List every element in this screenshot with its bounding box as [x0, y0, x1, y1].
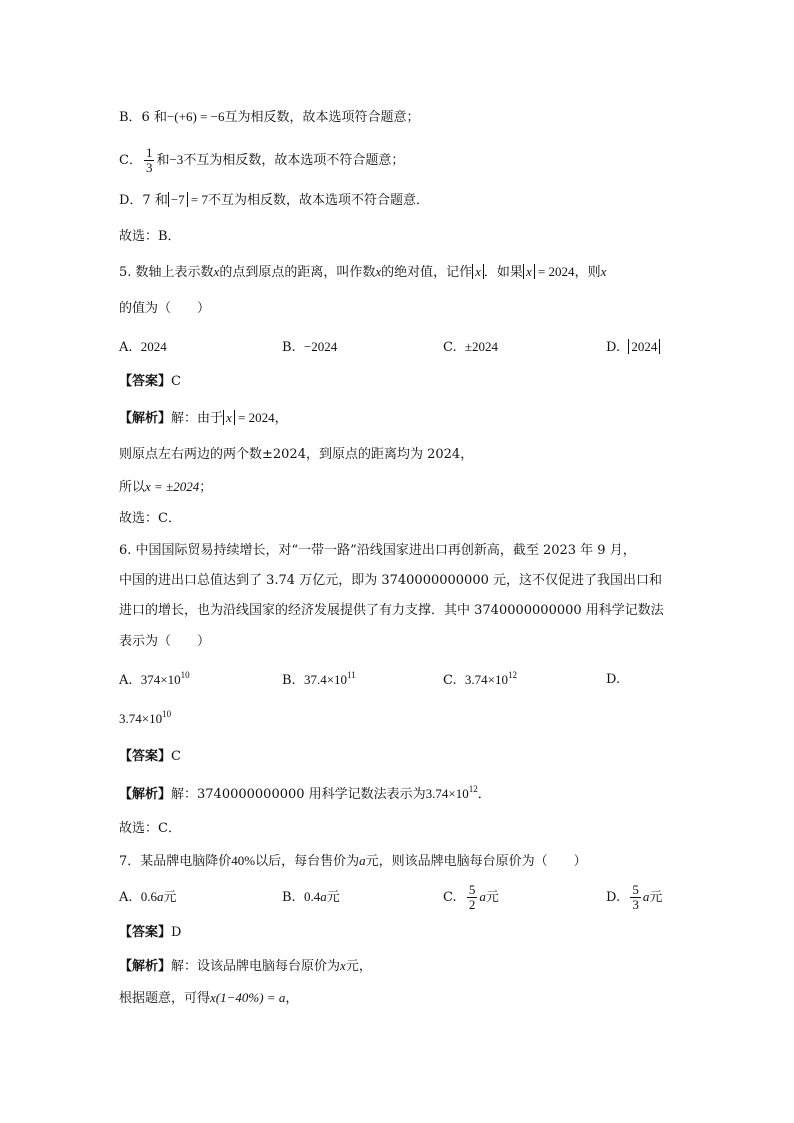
text: 5. 数轴上表示数	[119, 265, 214, 280]
text: ，则	[574, 265, 601, 280]
q6-option-d	[606, 670, 620, 690]
text: ，	[274, 411, 288, 426]
text: 的绝对值，记作	[381, 265, 473, 280]
option-value: ±2024	[464, 339, 499, 354]
fraction	[467, 883, 478, 912]
denominator: 3	[145, 160, 153, 175]
analysis-tag: 【解析】	[119, 787, 172, 802]
absolute-value: −7	[168, 192, 188, 207]
exponent: 12	[507, 670, 517, 680]
q7-option-a	[119, 878, 177, 917]
option-label: A.	[119, 890, 133, 905]
math-expression: −3	[169, 152, 184, 167]
q5-answer	[119, 372, 181, 392]
exponent: 12	[468, 784, 478, 794]
answer-value: D	[171, 925, 182, 940]
option-value: 3.74×10	[464, 672, 508, 687]
math-expression: 40%	[231, 853, 256, 868]
option-value: 0.4	[303, 889, 321, 904]
q7-answer	[119, 923, 181, 943]
absolute-value: x	[223, 410, 235, 425]
text: 不互为相反数，故本选项不符合题意；	[183, 153, 405, 168]
q7-option-b	[282, 878, 340, 917]
option-label: B.	[282, 340, 296, 355]
math-expression: = 7	[187, 192, 209, 207]
math-var: x	[213, 264, 220, 279]
answer-tag: 【答案】	[119, 374, 172, 389]
text: 解：3740000000000 用科学记数法表示为	[171, 787, 426, 802]
q5-choose: 故选：C．	[119, 511, 181, 526]
question-6-line-3: 进口的增长，也为沿线国家的经济发展提供了有力支撑．其中 3740000000000 用科学记数法	[119, 603, 664, 618]
option-value: 0.6	[140, 889, 158, 904]
q6-option-b	[282, 670, 356, 691]
text: 根据题意，可得	[119, 991, 211, 1006]
text: 解：由于	[171, 411, 224, 426]
option-value: 374×10	[140, 672, 181, 687]
option-label: C.	[443, 673, 457, 688]
analysis-tag: 【解析】	[119, 411, 172, 426]
text: 的点到原点的距离，叫作数	[219, 265, 376, 280]
text: ；	[199, 480, 213, 495]
text: 解：设该品牌电脑每台原价为	[171, 959, 341, 974]
unit: 元	[649, 890, 663, 905]
exponent: 11	[347, 670, 356, 680]
exponent: 10	[180, 670, 190, 680]
numerator: 5	[468, 882, 476, 897]
option-value: −2024	[303, 339, 338, 354]
option-value: 3.74×10	[119, 711, 163, 726]
text: 元，则该品牌电脑每台原价为（ ）	[365, 854, 587, 869]
question-6-line-4: 表示为（ ）	[119, 634, 211, 649]
text: 不互为相反数，故本选项不符合题意．	[208, 193, 430, 208]
text: 7．某品牌电脑降价	[119, 854, 232, 869]
question-7-line-1	[119, 851, 587, 872]
option-label: A.	[119, 340, 133, 355]
option-label: D.	[606, 672, 621, 687]
answer-tag: 【答案】	[119, 749, 172, 764]
q5-option-d	[606, 337, 660, 358]
option-label: B.	[282, 890, 296, 905]
math-expression: = 2024	[234, 410, 275, 425]
text: D．7 和	[119, 193, 168, 208]
text: 和	[156, 153, 170, 168]
analysis-tag: 【解析】	[119, 959, 172, 974]
question-5-line-2: 的值为（ ）	[119, 301, 211, 316]
math-expression: 3.74×10	[425, 786, 469, 801]
math-var: a	[157, 889, 164, 904]
math-var: x	[600, 264, 607, 279]
q5-analysis	[119, 408, 288, 429]
q7-option-c	[443, 878, 499, 917]
absolute-value: x	[472, 264, 484, 279]
option-label: C.	[443, 890, 457, 905]
numerator: 1	[145, 145, 153, 160]
math-var: a	[320, 889, 327, 904]
unit: 元	[326, 890, 340, 905]
math-expression: x(1−40%) = a	[210, 990, 286, 1005]
text: 所以	[119, 480, 146, 495]
text: 以后，每台售价为	[255, 854, 360, 869]
choose-b: 故选：B．	[119, 229, 181, 244]
option-label: B.	[282, 673, 296, 688]
option-value: 2024	[628, 339, 660, 354]
q5-option-a	[119, 337, 167, 358]
math-var: a	[359, 853, 366, 868]
question-6-line-1: 6. 中国国际贸易持续增长，对“一带一路”沿线国家进出口再创新高，截至 2023 年 9 月，	[119, 543, 636, 558]
q6-option-c	[443, 670, 517, 691]
q5-option-b	[282, 337, 337, 358]
text: ，	[285, 991, 299, 1006]
text: ．如果	[483, 265, 523, 280]
q6-answer	[119, 747, 181, 767]
option-c-explanation	[119, 143, 404, 177]
unit: 元	[163, 890, 177, 905]
option-b-explanation	[119, 107, 419, 128]
q6-analysis	[119, 784, 491, 805]
math-var: x	[375, 264, 382, 279]
q6-option-d-value	[119, 709, 171, 730]
text: C．	[119, 153, 142, 168]
option-value: 37.4×10	[303, 672, 348, 687]
denominator: 3	[632, 897, 639, 912]
q7-analysis	[119, 956, 372, 977]
q5-option-c	[443, 337, 498, 358]
option-value: 2024	[140, 339, 167, 354]
q5-analysis-line-3	[119, 477, 212, 498]
exponent: 10	[162, 709, 172, 719]
answer-value: C	[171, 749, 181, 764]
math-expression: −(+6) = −6	[166, 109, 225, 124]
answer-tag: 【答案】	[119, 925, 172, 940]
math-expression: x = ±2024	[145, 479, 200, 494]
numerator: 5	[632, 882, 639, 897]
option-d-explanation	[119, 190, 429, 211]
option-label: A.	[119, 673, 133, 688]
math-var: a	[479, 889, 486, 904]
question-6-line-2: 中国的进出口总值达到了 3.74 万亿元，即为 3740000000000 元，这不仅促进了我国出口和	[119, 573, 662, 588]
denominator: 2	[468, 897, 476, 912]
q6-option-a	[119, 670, 190, 691]
unit: 元	[485, 890, 499, 905]
absolute-value: x	[523, 264, 535, 279]
text: ．	[477, 787, 491, 802]
question-5-line-1	[119, 262, 606, 283]
q7-analysis-line-2	[119, 988, 298, 1009]
option-label: C.	[443, 340, 457, 355]
math-var: a	[642, 889, 650, 904]
q6-choose: 故选：C．	[119, 821, 181, 836]
option-label: D.	[606, 890, 621, 905]
text: B．6 和	[119, 110, 167, 125]
q7-option-d	[606, 878, 662, 917]
option-label: D.	[606, 340, 621, 355]
fraction	[144, 146, 155, 175]
text: 互为相反数，故本选项符合题意；	[224, 110, 420, 125]
fraction	[630, 883, 641, 912]
math-expression: = 2024	[534, 264, 575, 279]
text: 元，	[345, 959, 372, 974]
math-var: x	[340, 958, 346, 973]
q5-analysis-line-2: 则原点左右两边的两个数±2024，到原点的距离均为 2024，	[119, 447, 474, 462]
answer-value: C	[171, 374, 181, 389]
